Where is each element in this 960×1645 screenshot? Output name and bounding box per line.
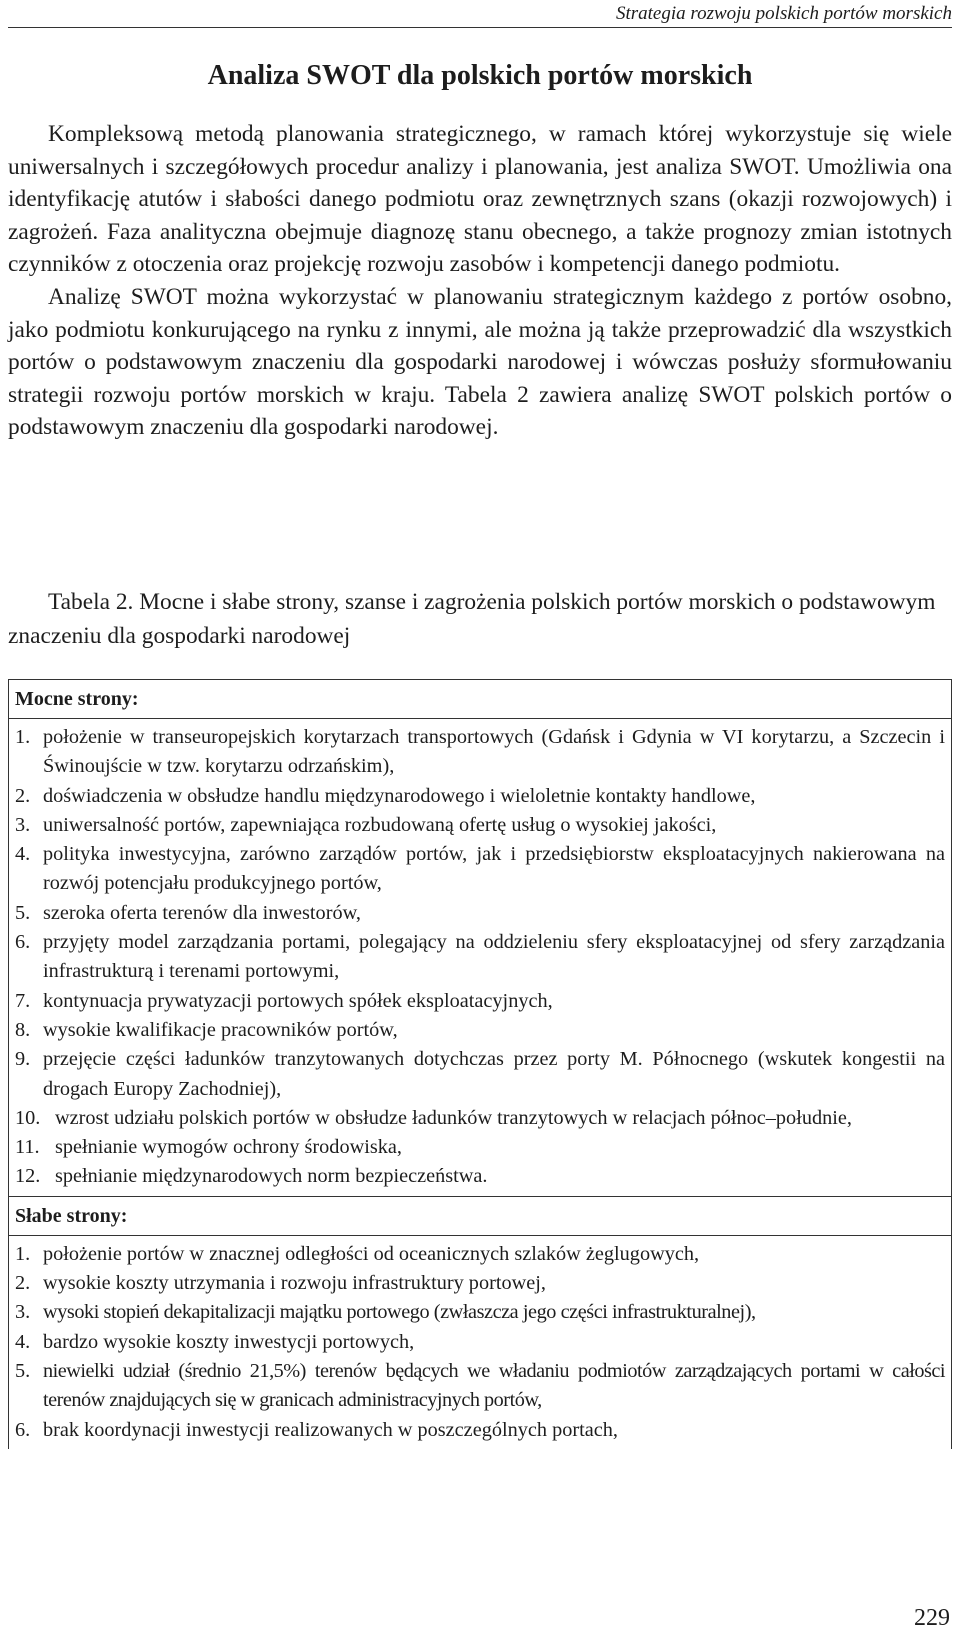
table-caption-text: Tabela 2. Mocne i słabe strony, szanse i zagrożenia polskich portów morskich o podstawowym znaczeniu dla gospodarki narodowej [8,589,936,649]
item-text: niewielki udział (średnio 21,5%) terenów będących we władaniu podmiotów zarządzających portami w całości terenów znajdujących się w granicach administracyjnych portów, [43,1359,945,1412]
list-item [15,1104,945,1133]
item-text: bardzo wysokie koszty inwestycji portowych, [43,1330,415,1353]
list-item [15,987,945,1016]
list-item [15,1357,945,1416]
item-number: 7. [15,989,31,1012]
paragraph: Analizę SWOT można wykorzystać w planowaniu strategicznym każdego z portów osobno, jako podmiotu konkurującego na rynku z innymi, ale można ją także przeprowadzić dla wszystkich portów o podstawowym znaczeniu dla gospodarki narodowej i wówczas posłuży sformułowaniu strategii rozwoju portów morskich w kraju. Tabela 2 zawiera analizę SWOT polskich portów o podstawowym znaczeniu dla gospodarki narodowej. [8,283,952,441]
item-number: 6. [15,931,31,954]
item-text: wysokie koszty utrzymania i rozwoju infrastruktury portowej, [43,1272,546,1295]
weaknesses-list [9,1236,951,1449]
weaknesses-header: Słabe strony: [9,1197,951,1236]
running-header: Strategia rozwoju polskich portów morskich [8,0,952,28]
item-number: 1. [15,1242,31,1265]
item-number: 2. [15,1272,31,1295]
item-text: spełnianie wymogów ochrony środowiska, [55,1136,402,1159]
item-number: 8. [15,1018,31,1041]
item-text: wzrost udziału polskich portów w obsłudze ładunków tranzytowych w relacjach północ–południe, [55,1106,852,1129]
item-number: 6. [15,1418,31,1441]
list-item [15,1162,945,1191]
list-item [15,1016,945,1045]
item-number: 4. [15,1330,31,1353]
item-text: szeroka oferta terenów dla inwestorów, [43,901,361,924]
list-item [15,1240,945,1269]
item-number: 4. [15,843,31,866]
item-text: wysokie kwalifikacje pracowników portów, [43,1018,398,1041]
list-item [15,1328,945,1357]
item-text: uniwersalność portów, zapewniająca rozbudowaną ofertę usług o wysokiej jakości, [43,813,717,836]
item-number: 5. [15,1359,31,1382]
item-number: 11. [15,1136,40,1159]
section-title: Analiza SWOT dla polskich portów morskich [207,60,753,91]
list-item [15,1133,945,1162]
item-text: brak koordynacji inwestycji realizowanych w poszczególnych portach, [43,1418,618,1441]
paragraph: Kompleksową metodą planowania strategicznego, w ramach której wykorzystuje się wiele uniwersalnych i szczegółowych procedur analizy i planowania, jest analiza SWOT. Umożliwia ona identyfikację atutów i słabości danego podmiotu oraz zewnętrznych szans (okazji rozwojowych) i zagrożeń. Faza analityczna obejmuje diagnozę stanu obecnego, a także prognozy zmian istotnych czynników z otoczenia oraz projekcję rozwoju zasobów i kompetencji danego podmiotu. [8,121,952,278]
page-number: 229 [914,1605,950,1631]
list-item [15,899,945,928]
item-text: wysoki stopień dekapitalizacji majątku portowego (zwłaszcza jego części infrastrukturalnej), [43,1301,756,1324]
list-item [15,1298,945,1327]
item-number: 9. [15,1048,31,1071]
item-number: 10. [15,1106,41,1129]
item-number: 3. [15,813,31,836]
item-text: przyjęty model zarządzania portami, polegający na oddzieleniu sfery eksploatacyjnej od sfery zarządzania infrastrukturą i terenami portowymi, [43,931,945,983]
table-caption [8,585,952,653]
item-text: położenie portów w znacznej odległości od oceanicznych szlaków żeglugowych, [43,1242,700,1265]
item-text: doświadczenia w obsłudze handlu międzynarodowego i wieloletnie kontakty handlowe, [43,784,756,807]
item-number: 12. [15,1165,41,1188]
item-text: przejęcie części ładunków tranzytowanych dotychczas przez porty M. Północnego (wskutek kongestii na drogach Europy Zachodniej), [43,1048,945,1100]
list-item [15,928,945,987]
item-number: 2. [15,784,31,807]
strengths-header: Mocne strony: [9,680,951,719]
list-item [15,782,945,811]
list-item [15,1269,945,1298]
list-item [15,723,945,782]
swot-table [8,679,952,1449]
item-text: polityka inwestycyjna, zarówno zarządów portów, jak i przedsiębiorstw eksploatacyjnych nakierowana na rozwój potencjału produkcyjnego portów, [43,843,945,895]
item-number: 1. [15,726,31,748]
item-number: 3. [15,1301,31,1324]
list-item [15,811,945,840]
body-text [8,118,952,444]
list-item [15,1045,945,1104]
strengths-list [9,719,951,1197]
item-text: położenie w transeuropejskich korytarzach transportowych (Gdańsk i Gdynia w VI korytarzu, a Szczecin i Świnoujście w tzw. korytarzu odrzańskim), [43,726,945,778]
list-item [15,840,945,899]
list-item [15,1416,945,1445]
item-text: kontynuacja prywatyzacji portowych spółek eksploatacyjnych, [43,989,553,1012]
item-text: spełnianie międzynarodowych norm bezpieczeństwa. [55,1165,488,1188]
item-number: 5. [15,901,31,924]
